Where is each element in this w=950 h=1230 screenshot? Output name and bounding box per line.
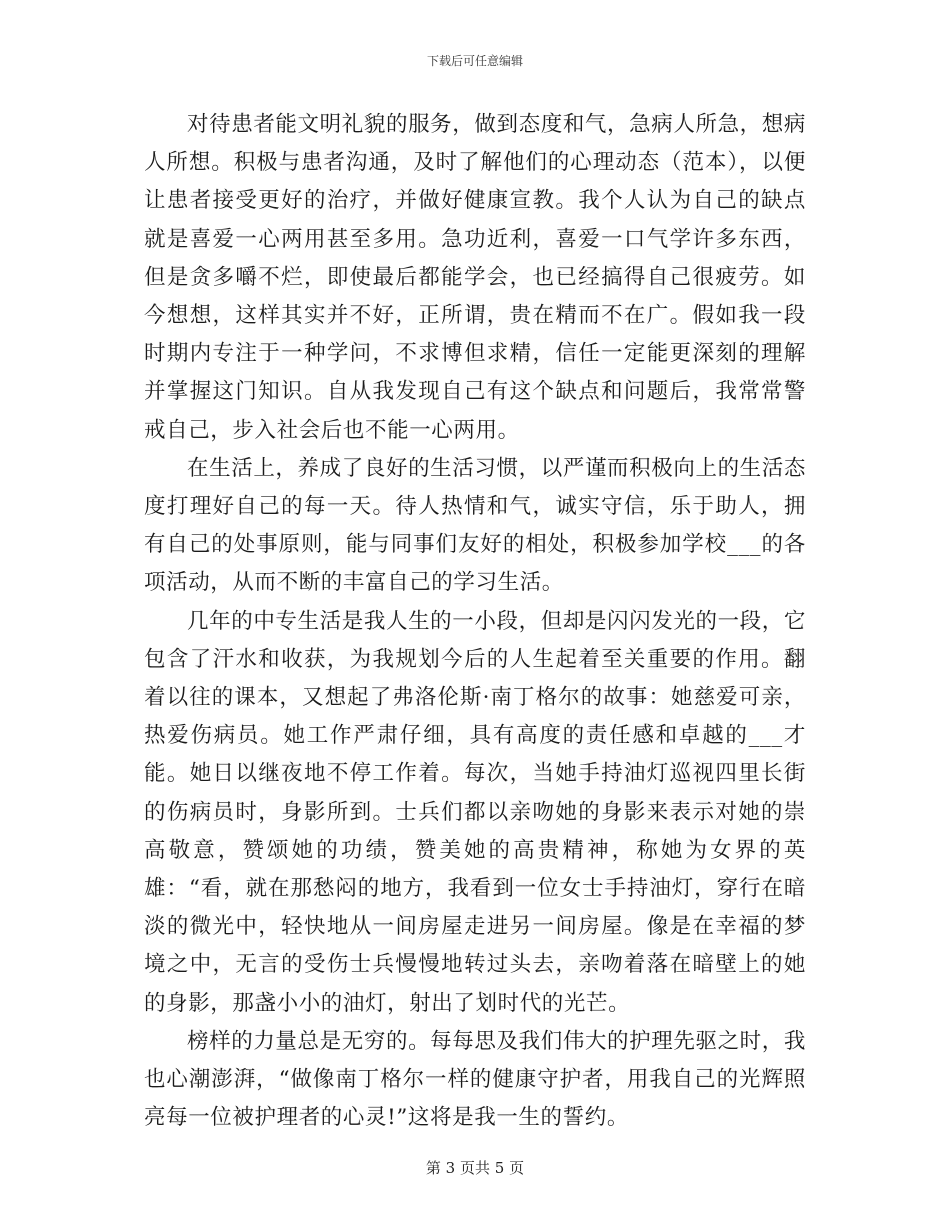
paragraph: 在生活上，养成了良好的生活习惯，以严谨而积极向上的生活态度打理好自己的每一天。待人热情和气，诚实守信，乐于助人，拥有自己的处事原则，能与同事们友好的相处，积极参加学校___的各项活动，从而不断的丰富自己的学习生活。 [144, 455, 806, 596]
page-header: 下载后可任意编辑 [426, 54, 523, 68]
page-footer: 第 3 页共 5 页 [425, 1159, 525, 1177]
paragraph: 对待患者能文明礼貌的服务，做到态度和气，急病人所急，想病人所想。积极与患者沟通，及时了解他们的心理动态（范本），以便让患者接受更好的治疗，并做好健康宣教。我个人认为自己的缺点就是喜爱一心两用甚至多用。急功近利，喜爱一口气学许多东西，但是贪多嚼不烂，即使最后都能学会，也已经搞得自己很疲劳。如今想想，这样其实并不好，正所谓，贵在精而不在广。假如我一段时期内专注于一种学问，不求博但求精，信任一定能更深刻的理解并掌握这门知识。自从我发现自己有这个缺点和问题后，我常常警戒自己，步入社会后也不能一心两用。 [144, 112, 806, 443]
document-body [144, 106, 806, 1137]
paragraph: 几年的中专生活是我人生的一小段，但却是闪闪发光的一段，它包含了汗水和收获，为我规划今后的人生起着至关重要的作用。翻着以往的课本，又想起了弗洛伦斯·南丁格尔的故事：她慈爱可亲，热爱伤病员。她工作严肃仔细，具有高度的责任感和卓越的___才能。她日以继夜地不停工作着。每次，当她手持油灯巡视四里长街的伤病员时，身影所到。士兵们都以亲吻她的身影来表示对她的崇高敬意，赞颂她的功绩，赞美她的高贵精神，称她为女界的英雄：“看，就在那愁闷的地方，我看到一位女士手持油灯，穿行在暗淡的微光中，轻快地从一间房屋走进另一间房屋。像是在幸福的梦境之中，无言的受伤士兵慢慢地转过头去，亲吻着落在暗壁上的她的身影，那盏小小的油灯，射出了划时代的光芒。 [144, 608, 806, 1016]
paragraph: 榜样的力量总是无穷的。每每思及我们伟大的护理先驱之时，我也心潮澎湃，“做像南丁格尔一样的健康守护者，用我自己的光辉照亮每一位被护理者的心灵!”这将是我一生的誓约。 [144, 1028, 806, 1131]
